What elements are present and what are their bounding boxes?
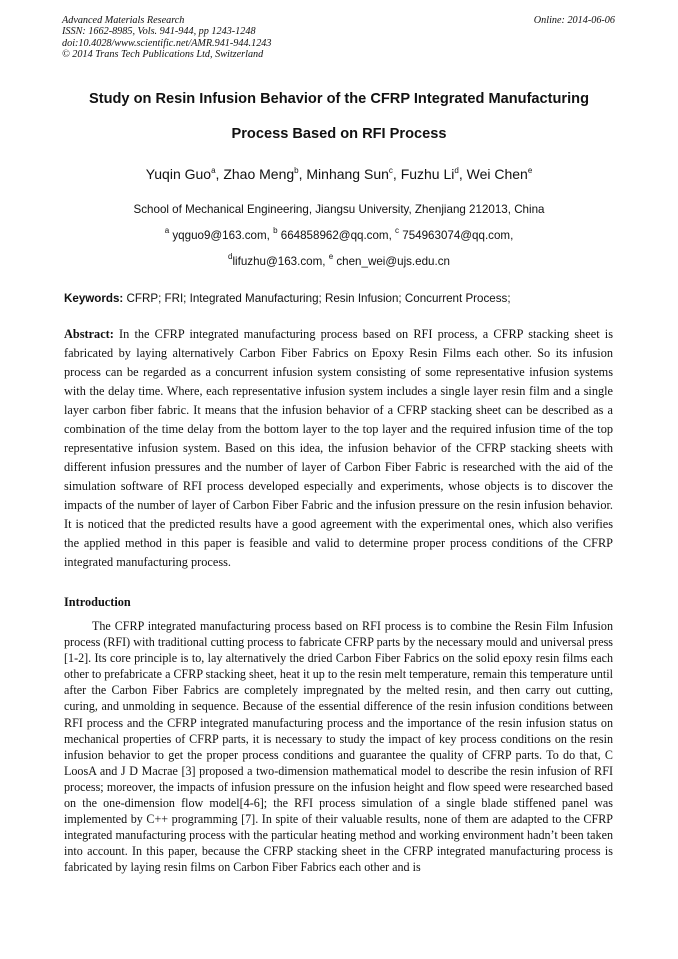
author-name: Fuzhu Li: [400, 166, 455, 182]
journal-name: Advanced Materials Research: [62, 15, 185, 26]
author-affil-mark: b: [294, 166, 299, 175]
author-list: [0, 166, 678, 182]
author-affil-mark: d: [454, 166, 459, 175]
author-affil-mark: e: [527, 166, 533, 175]
author-affil-mark: c: [388, 166, 393, 175]
section-heading-introduction: Introduction: [64, 595, 131, 609]
affiliation: School of Mechanical Engineering, Jiangsu University, Zhenjiang 212013, China: [133, 203, 545, 216]
abstract-text: In the CFRP integrated manufacturing process based on RFI process, a CFRP stacking sheet is fabricated by laying alternatively Carbon Fiber Fabrics on Epoxy Resin Films each other. So its infusion process can be regarded as a concurrent infusion system consisting of some representative infusion systems with the delay time. Where, each representative infusion system includes a single layer resin film and a single layer carbon fiber fabric. It means that the infusion behavior of a CFRP stacking sheet can be described as a combination of the time delay from the bottom layer to the top layer and the required infusion time of the top representative infusion system. Based on this idea, the infusion behavior of the CFRP stacking sheets with different infusion pressures and the number of layer of Carbon Fiber Fabric is researched with the aid of the simulation software of RFI process developed especially and experiments, whose objects is to discover the impacts of the number of layer of Carbon Fiber Fabric and the infusion pressure on the resin infusion behavior. It is noticed that the predicted results have a good agreement with the experimental ones, which also verifies the applied method in this paper is feasible and valid to determine proper process conditions of the CFRP integrated manufacturing process.: [64, 327, 613, 569]
email-mark: d: [228, 252, 233, 261]
email-mark: e: [328, 252, 334, 261]
email-address: yqguo9@163.com,: [169, 229, 274, 242]
email-address: 664858962@qq.com,: [277, 229, 396, 242]
journal-header: [62, 15, 271, 60]
author-separator: ,: [392, 166, 401, 182]
abstract-label: Abstract:: [64, 327, 114, 341]
paper-title-line-2: Process Based on RFI Process: [231, 126, 447, 142]
email-address: 754963074@qq.com,: [399, 229, 514, 242]
journal-doi: doi:10.4028/www.scientific.net/AMR.941-944.1243: [62, 37, 272, 49]
online-date: Online: 2014-06-06: [533, 15, 615, 26]
author-separator: ,: [215, 166, 224, 182]
keywords: [64, 292, 511, 305]
email-mark: a: [164, 226, 170, 235]
journal-copyright: © 2014 Trans Tech Publications Ltd, Switzerland: [62, 48, 264, 60]
author-name: Zhao Meng: [223, 166, 295, 182]
author-name: Wei Chen: [466, 166, 528, 182]
email-address: chen_wei@ujs.edu.cn: [333, 255, 450, 268]
author-separator: ,: [298, 166, 307, 182]
author-name: Yuqin Guo: [145, 166, 212, 182]
email-line-1: [0, 226, 678, 242]
email-line-2: [0, 252, 678, 268]
keywords-text: CFRP; FRI; Integrated Manufacturing; Resin Infusion; Concurrent Process;: [123, 292, 511, 305]
paper-title-line-1: Study on Resin Infusion Behavior of the CFRP Integrated Manufacturing: [89, 91, 589, 107]
email-address: lifuzhu@163.com,: [232, 255, 329, 268]
introduction-paragraph: The CFRP integrated manufacturing process based on RFI process is to combine the Resin Film Infusion process (RFI) with traditional cutting process to fabricate CFRP parts by the necessary mould and universal press [1-2]. Its core principle is to, lay alternatively the dried Carbon Fiber Fabrics on the solid epoxy resin films each other to prefabricate a CFRP stacking sheet, heat it up to the resin melt temperature, remain this temperature until after the Carbon Fiber Fabrics are completely impregnated by the melted resin, and then carry out cutting, curing, and unmolding in sequence. Because of the essential difference of the resin infusion conditions between RFI process and the CFRP integrated manufacturing process and the importance of the resin infusion status on mechanical properties of CFRP parts, it is necessary to study the impact of key process conditions on the resin infusion behavior to get the proper process conditions and guarantee the quality of CFRP parts. To do that, C LoosA and J D Macrae [3] proposed a two-dimension mathematical model to describe the resin infusion of RFI process; moreover, the impacts of infusion pressure on the infusion height and flow speed were researched based on the one-dimension flow model[4-6]; the RFI process simulation of a single blade stiffened panel was implemented by C++ programming [7]. In spite of their valuable results, none of them are adapted to the CFRP integrated manufacturing process with the particular heating method and working environment hadn’t been taken into account. In this paper, because the CFRP stacking sheet in the CFRP integrated manufacturing process is fabricated by laying resin films on Carbon Fiber Fabrics each other and is: [64, 619, 613, 875]
abstract: [64, 325, 613, 572]
author-affil-mark: a: [211, 166, 216, 175]
author-name: Minhang Sun: [306, 166, 389, 182]
author-separator: ,: [458, 166, 467, 182]
keywords-label: Keywords:: [64, 292, 124, 305]
journal-issn: ISSN: 1662-8985, Vols. 941-944, pp 1243-1248: [62, 26, 256, 38]
email-mark: b: [273, 226, 278, 235]
email-mark: c: [395, 226, 400, 235]
